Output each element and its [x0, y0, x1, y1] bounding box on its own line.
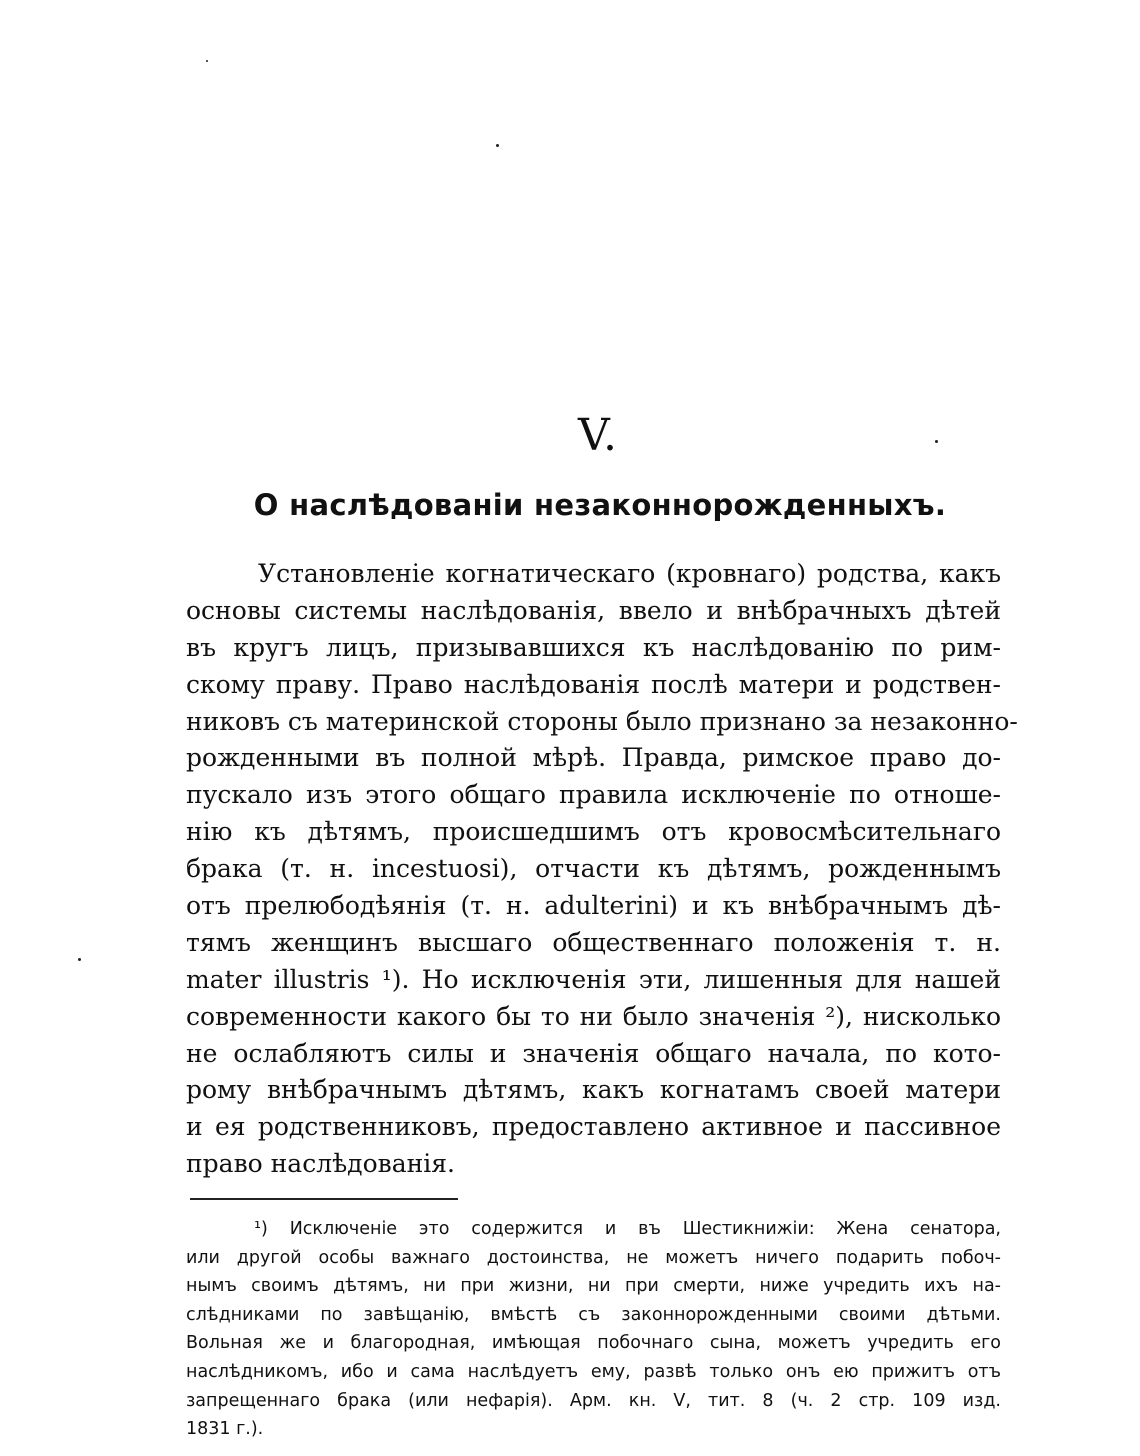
- body-line: тямъ женщинъ высшаго общественнаго положенія т. н.: [186, 927, 1001, 957]
- footnote-line: слѣдниками по завѣщанію, вмѣстѣ съ законнорожденными своими дѣтьми.: [186, 1304, 1001, 1325]
- body-paragraph: [186, 556, 1018, 1183]
- footnote-line: ¹) Исключеніе это содержится и въ Шестикнижіи: Жена сенатора,: [254, 1219, 1001, 1239]
- chapter-number: V.: [577, 410, 619, 461]
- body-line: современности какого бы то ни было значенія ²), нисколько: [186, 1001, 1001, 1031]
- footnote: [186, 1215, 1001, 1444]
- scan-speck: [78, 958, 81, 961]
- footnote-divider: [190, 1198, 458, 1200]
- scan-speck: [496, 144, 499, 147]
- body-line: отъ прелюбодѣянія (т. н. adulterini) и къ внѣбрачнымъ дѣ-: [186, 891, 1001, 921]
- body-line: въ кругъ лицъ, призывавшихся къ наслѣдованію по рим-: [186, 632, 1001, 662]
- footnote-line: 1831 г.).: [186, 1419, 264, 1440]
- body-line: право наслѣдованія.: [186, 1149, 455, 1179]
- body-line: основы системы наслѣдованія, ввело и внѣбрачныхъ дѣтей: [186, 595, 1001, 625]
- scan-speck: [206, 60, 208, 62]
- chapter-title: О наслѣдованіи незаконнорожденныхъ.: [253, 488, 947, 522]
- body-line: Установленіе когнатическаго (кровнаго) родства, какъ: [258, 559, 1001, 588]
- body-line: пускало изъ этого общаго правила исключеніе по отноше-: [186, 780, 1001, 810]
- body-line: брака (т. н. incestuosi), отчасти къ дѣтямъ, рожденнымъ: [186, 854, 1001, 884]
- body-line: скому праву. Право наслѣдованія послѣ матери и родствен-: [186, 669, 1001, 699]
- footnote-line: нымъ своимъ дѣтямъ, ни при жизни, ни при смерти, ниже учредить ихъ на-: [186, 1276, 1001, 1297]
- body-line: никовъ съ материнской стороны было признано за незаконно-: [186, 706, 1018, 736]
- body-line: mater illustris ¹). Но исключенія эти, лишенныя для нашей: [186, 964, 1001, 994]
- body-line: рожденными въ полной мѣрѣ. Правда, римское право до-: [186, 743, 1001, 773]
- footnote-line: или другой особы важнаго достоинства, не можетъ ничего подарить побоч-: [186, 1247, 1001, 1268]
- body-line: рому внѣбрачнымъ дѣтямъ, какъ когнатамъ своей матери: [186, 1075, 1001, 1105]
- body-line: не ослабляютъ силы и значенія общаго начала, по кото-: [186, 1038, 1001, 1068]
- footnote-line: Вольная же и благородная, имѣющая побочнаго сына, можетъ учредить его: [186, 1333, 1001, 1354]
- body-line: нію къ дѣтямъ, происшедшимъ отъ кровосмѣсительнаго: [186, 817, 1001, 847]
- footnote-line: наслѣдникомъ, ибо и сама наслѣдуетъ ему, развѣ только онъ ею прижитъ отъ: [186, 1361, 1001, 1382]
- footnote-line: запрещеннаго брака (или нефарія). Арм. кн. V, тит. 8 (ч. 2 стр. 109 изд.: [186, 1390, 1001, 1411]
- body-line: и ея родственниковъ, предоставлено активное и пассивное: [186, 1112, 1001, 1142]
